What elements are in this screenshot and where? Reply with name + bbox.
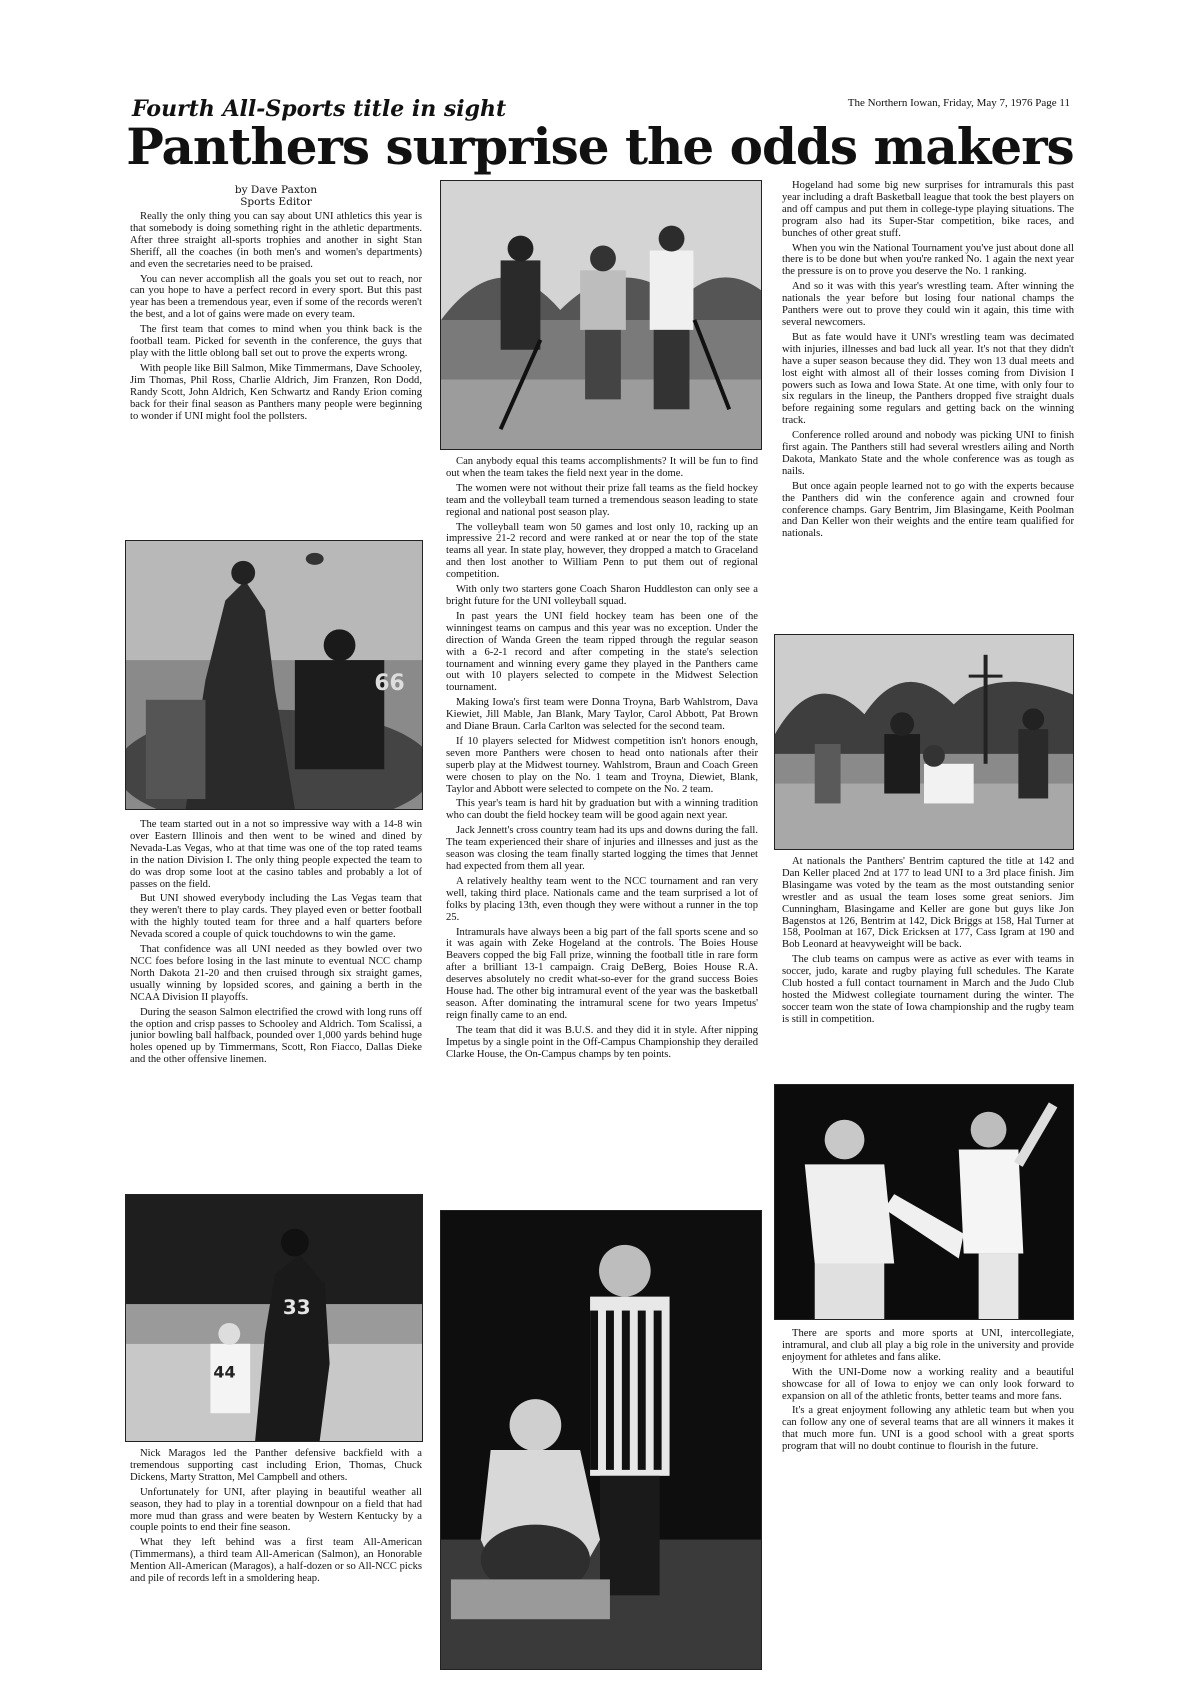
article-paragraph: At nationals the Panthers' Bentrim captured the title at 142 and Dan Keller placed 2nd at 177 to lead UNI to a 3rd place finish. Jim Blasingame was voted by the team as the most outstanding senior wrestler and as usual the team loses some great seniors. Jim Cunningham, Blasingame and Keller are gone but guys like Jon Bagenstos at 126, Bentrim at 142, Dick Briggs at 158, Hal Turner at 158, Poolman at 167, Dick Ericksen at 177, Cass Igram at 190 and Bob Leonard at heavyweight will be back. bbox=[782, 856, 1074, 951]
kicker-headline: Fourth All-Sports title in sight bbox=[132, 96, 507, 122]
article-column-1-top bbox=[130, 184, 422, 538]
article-paragraph: The first team that comes to mind when you think back is the football team. Picked for seventh in the conference, the guys that play with the little oblong ball set out to prove the experts wrong. bbox=[130, 324, 422, 359]
article-paragraph: Intramurals have always been a big part of the fall sports scene and so it was again with Zeke Hogeland at the controls. The Boies House Beavers copped the big Fall prize, winning the football title in rare form after a brilliant 13-1 campaign. Craig DeBerg, Boies House R.A. deserves absolutely no credit what-so-ever for the grand success Boies House had. The other big intramural event of the year was the basketball season. After dominating the intramural scene for two years Impetus' reign finally came to an end. bbox=[446, 926, 758, 1021]
page-headline: Panthers surprise the odds makers bbox=[126, 117, 1074, 176]
article-paragraph: With only two starters gone Coach Sharon Huddleston can only see a bright future for the UNI volleyball squad. bbox=[446, 584, 758, 607]
article-paragraph: The team that did it was B.U.S. and they did it in style. After nipping Impetus by a single point in the Off-Campus Championship they derailed Clarke House, the On-Campus champs by ten points. bbox=[446, 1024, 758, 1060]
article-paragraph: It's a great enjoyment following any athletic team but when you can follow any one of several teams that are all winners it makes it that much more fun. UNI is a good school with a great sports program that will no doubt continue to flourish in the future. bbox=[782, 1405, 1074, 1453]
svg-text:44: 44 bbox=[213, 1362, 236, 1382]
wrestling-photo bbox=[440, 1210, 762, 1670]
svg-text:66: 66 bbox=[374, 670, 405, 696]
article-paragraph: If 10 players selected for Midwest competition isn't honors enough, seven more Panthers were chosen to head onto nationals after their superb play at the Midwest tourney. Wahlstrom, Braun and Coach Green were chosen to play on the No. 1 team and Troyna, Diewiet, Blank, Taylor and Abbott were selected to compete on the No. 2 team. bbox=[446, 735, 758, 795]
article-paragraph: There are sports and more sports at UNI, intercollegiate, intramural, and club all play a big role in the university and provide enjoyment for athletes and fans alike. bbox=[782, 1328, 1074, 1363]
article-paragraph: But once again people learned not to go with the experts because the Panthers did win the conference again and crowned four conference champs. Gary Bentrim, Jim Blasingame, Keith Poolman and Dan Keller won their weights and the entire team qualified for nationals. bbox=[782, 480, 1074, 540]
article-paragraph: Can anybody equal this teams accomplishments? It will be fun to find out when the team takes the field next year in the dome. bbox=[446, 456, 758, 479]
byline-author: by Dave Paxton bbox=[234, 184, 318, 196]
article-paragraph: But as fate would have it UNI's wrestling team was decimated with injuries, illnesses and bad luck all year. It's not that they didn't have a super season because they did. They won 13 dual meets and lost eight with almost all of their losses coming from Division I powers such as Iowa and Iowa State. At one time, with only four to six regulars in the lineup, the Panthers dropped five straight duals before regaining some regulars and getting back on the winning track. bbox=[782, 331, 1074, 427]
article-paragraph: In past years the UNI field hockey team has been one of the winningest teams on campus and this year was no exception. Under the direction of Wanda Green the team ripped through the regular season with a 6-2-1 record and after competing in the state's selection tournament and winning every game they played in the Panthers came out with 10 players selected to compete in the Midwest Selection tournament. bbox=[446, 610, 758, 694]
soccer-photo bbox=[774, 634, 1074, 850]
article-paragraph: The club teams on campus were as active as ever with teams in soccer, judo, karate and rugby playing full schedules. The Karate Club hosted a full contact tournament in March and the Judo Club hosted the Midwest collegiate tournament during the winter. The soccer team won the state of Iowa championship and the rugby team is still in competition. bbox=[782, 954, 1074, 1025]
football-reception-photo bbox=[125, 540, 423, 810]
article-column-3-middle bbox=[782, 856, 1074, 1078]
article-column-1-middle bbox=[130, 819, 422, 1191]
article-paragraph: Unfortunately for UNI, after playing in beautiful weather all season, they had to play in a torential downpour on a field that had more mud than grass and were beaten by Western Kentucky by a couple points to end their fine season. bbox=[130, 1486, 422, 1534]
page-folio: The Northern Iowan, Friday, May 7, 1976 Page 11 bbox=[847, 97, 1070, 109]
football-defender-photo bbox=[125, 1194, 423, 1442]
article-paragraph: What they left behind was a first team All-American (Timmermans), a third team All-American (Salmon), an Honorable Mention All-American (Maragos), a half-dozen or so All-NCC picks and pile of records left in a smoldering heap. bbox=[130, 1537, 422, 1585]
svg-text:33: 33 bbox=[282, 1296, 311, 1320]
article-paragraph: During the season Salmon electrified the crowd with long runs off the option and crisp passes to Schooley and Aldrich. Tom Scalissi, a junior bowling ball halfback, pounded over 1,000 yards behind huge holes opened up by Timmermans, Scott, Ron Fiacco, Dallas Dieke and the other offensive linemen. bbox=[130, 1006, 422, 1066]
article-paragraph: With the UNI-Dome now a working reality and a beautiful showcase for all of Iowa to enjoy we can only look forward to expansion on all of the athletic fronts, better teams and more fans. bbox=[782, 1366, 1074, 1402]
football-reception-image bbox=[126, 541, 422, 809]
article-paragraph: But UNI showed everybody including the Las Vegas team that they weren't there to play cards. They played even or better football with the highly touted team for three and a half quarters before Nevada scored a couple of quick touchdowns to win the game. bbox=[130, 893, 422, 941]
field-hockey-image bbox=[441, 181, 761, 449]
karate-image bbox=[775, 1085, 1073, 1319]
article-paragraph: Really the only thing you can say about UNI athletics this year is that somebody is doing something right in the athletic departments. After three straight all-sports trophies and another in sight Stan Sheriff, all the coaches (in both men's and women's departments) and even the secretaries need to be praised. bbox=[130, 211, 422, 270]
article-column-1-bottom bbox=[130, 1448, 422, 1668]
article-column-3-top bbox=[782, 180, 1074, 628]
article-column-3-bottom bbox=[782, 1328, 1074, 1673]
article-paragraph: The women were not without their prize fall teams as the field hockey team and the volleyball team turned a tremendous season leading to state regional and national post season play. bbox=[446, 482, 758, 518]
article-paragraph: And so it was with this year's wrestling team. After winning the nationals the year before but losing four national champs the Panthers were out to prove they could win it again, this time with several newcomers. bbox=[782, 281, 1074, 328]
field-hockey-photo bbox=[440, 180, 762, 450]
article-paragraph: Hogeland had some big new surprises for intramurals this past year including a draft Basketball league that took the best players on and off campus and put them in college-type playing situations. The program also had its Super-Star competition, bike races, and bunches of other great stuff. bbox=[782, 180, 1074, 239]
byline bbox=[130, 184, 422, 208]
byline-role: Sports Editor bbox=[240, 196, 312, 208]
article-paragraph: The volleyball team won 50 games and lost only 10, racking up an impressive 21-2 record and were ranked at or near the top of the state teams all year. In state play, however, they dropped a match to Graceland and then lost another to William Penn to put them out of regional competition. bbox=[446, 521, 758, 581]
article-paragraph: This year's team is hard hit by graduation but with a winning tradition who can doubt the field hockey team will be good again next year. bbox=[446, 798, 758, 822]
article-paragraph: That confidence was all UNI needed as they bowled over two NCC foes before losing in the last minute to eventual NCC champ North Dakota 21-20 and then cruised through six straight games, usually winning by lopsided scores, and gaining a berth in the NCAA Division II playoffs. bbox=[130, 944, 422, 1003]
article-paragraph: Making Iowa's first team were Donna Troyna, Barb Wahlstrom, Dava Kiewiet, Jill Mable, Jan Blank, Mary Taylor, Carol Abbott, Pat Brown and Diane Braun. Carla Carlton was selected for the second team. bbox=[446, 697, 758, 733]
article-paragraph: When you win the National Tournament you've just about done all there is to be done but when you're ranked No. 1 again the next year the pressure is on to prove you deserve the No. 1 ranking. bbox=[782, 242, 1074, 278]
football-defender-image bbox=[126, 1195, 422, 1441]
article-paragraph: A relatively healthy team went to the NCC tournament and ran very well, taking third place. Nationals came and the team surprised a lot of folks by placing 13th, even though they were without a runner in the top 25. bbox=[446, 875, 758, 923]
article-paragraph: The team started out in a not so impressive way with a 14-8 win over Eastern Illinois and then went to be wined and dined by Nevada-Las Vegas, who at that time was one of the top rated teams in the nation Division I. The only thing people expected the team to do was drop some loot at the casino tables and probably a lot of passes on the field. bbox=[130, 819, 422, 890]
article-paragraph: Nick Maragos led the Panther defensive backfield with a tremendous supporting cast including Erion, Thomas, Chuck Dickens, Marty Stratton, Mel Campbell and others. bbox=[130, 1448, 422, 1483]
article-column-2 bbox=[446, 456, 758, 1206]
article-paragraph: You can never accomplish all the goals you set out to reach, nor can you hope to have a perfect record in every sport. But this past year has been a tremendous year, even if some of the records weren't the best, and a lot of gains were made on every team. bbox=[130, 273, 422, 321]
article-paragraph: Jack Jennett's cross country team had its ups and downs during the fall. The team experienced their share of injuries and illnesses and just as the season was closing the team finally started logging the times that Jennet had expected from them all year. bbox=[446, 825, 758, 872]
wrestling-image bbox=[441, 1211, 761, 1669]
soccer-image bbox=[775, 635, 1073, 849]
article-paragraph: With people like Bill Salmon, Mike Timmermans, Dave Schooley, Jim Thomas, Phil Ross, Charlie Aldrich, Jim Franzen, Ron Dodd, Randy Scott, John Aldrich, Ken Schwartz and Randy Erion coming back for their final season as Panthers many people were beginning to wonder if UNI might fool the pollsters. bbox=[130, 362, 422, 422]
article-paragraph: Conference rolled around and nobody was picking UNI to finish first again. The Panthers still had several wrestlers ailing and North Dakota, Mankato State and the whole conference was as tough as nails. bbox=[782, 430, 1074, 477]
karate-photo bbox=[774, 1084, 1074, 1320]
